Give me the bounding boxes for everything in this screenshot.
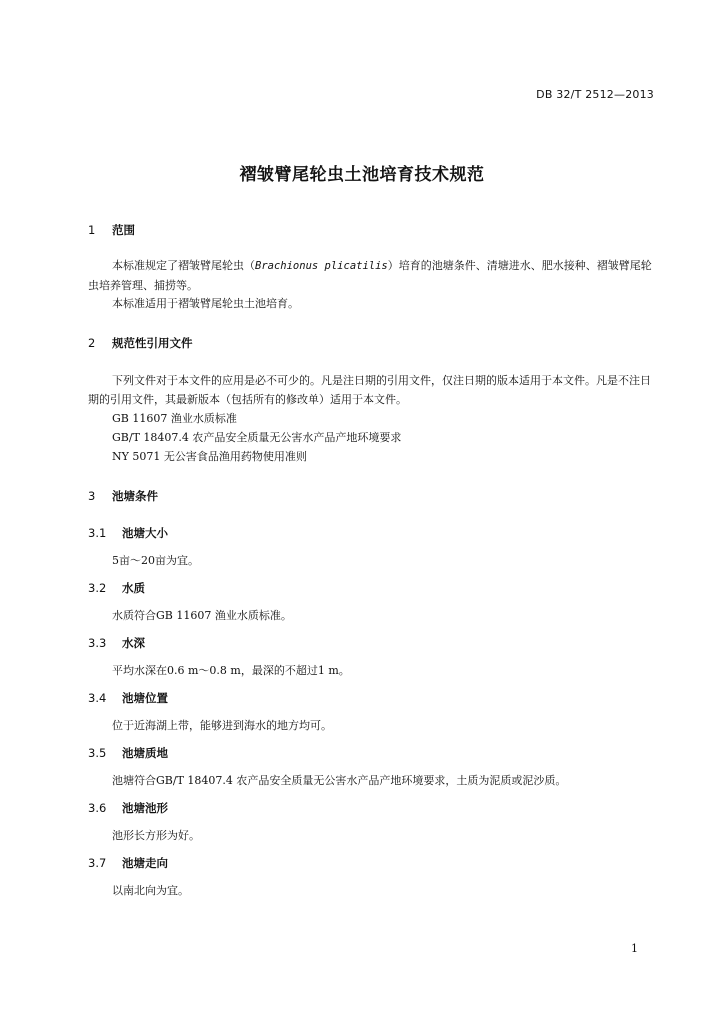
latin-species-name: Brachionus plicatilis — [255, 260, 388, 272]
section-number: 2 — [88, 336, 96, 350]
section-1-paragraph-1 — [88, 256, 660, 295]
reference-item: GB 11607 渔业水质标准 — [112, 412, 237, 425]
subsection-3-3-text: 平均水深在0.6 m～0.8 m，最深的不超过1 m。 — [112, 664, 350, 677]
subsection-3-7-heading — [88, 855, 168, 871]
section-2-heading — [88, 335, 193, 351]
subsection-3-3-heading — [88, 635, 145, 651]
doc-code: DB 32/T 2512—2013 — [536, 88, 654, 101]
section-title: 范围 — [112, 223, 136, 237]
subsection-number: 3.2 — [88, 581, 107, 595]
subsection-title: 池塘走向 — [122, 856, 169, 870]
subsection-3-2-text: 水质符合GB 11607 渔业水质标准。 — [112, 609, 292, 622]
subsection-3-6-text: 池形长方形为好。 — [112, 829, 200, 842]
subsection-3-5-heading — [88, 745, 168, 761]
subsection-3-1-text: 5亩～20亩为宜。 — [112, 554, 199, 567]
subsection-3-4-heading — [88, 690, 168, 706]
subsection-number: 3.7 — [88, 856, 107, 870]
subsection-title: 池塘质地 — [122, 746, 169, 760]
subsection-3-4-text: 位于近海湖上带，能够进到海水的地方均可。 — [112, 719, 332, 732]
subsection-title: 池塘位置 — [122, 691, 169, 705]
subsection-3-2-heading — [88, 580, 145, 596]
subsection-3-7-text: 以南北向为宜。 — [112, 884, 189, 897]
paragraph-text: 本标准规定了褶皱臂尾轮虫（ — [112, 259, 255, 272]
subsection-title: 水深 — [122, 636, 146, 650]
subsection-title: 水质 — [122, 581, 146, 595]
subsection-title: 池塘池形 — [122, 801, 169, 815]
subsection-number: 3.5 — [88, 746, 107, 760]
reference-item: NY 5071 无公害食品渔用药物使用准则 — [112, 450, 307, 463]
subsection-number: 3.6 — [88, 801, 107, 815]
subsection-title: 池塘大小 — [122, 526, 169, 540]
reference-item: GB/T 18407.4 农产品安全质量无公害水产品产地环境要求 — [112, 431, 402, 444]
section-3-heading — [88, 488, 158, 504]
section-title: 池塘条件 — [112, 489, 159, 503]
subsection-number: 3.4 — [88, 691, 107, 705]
paragraph-text: ）培育的池塘条件、清塘进水、肥水接种、褶皱臂尾轮虫培养管理、捕捞等。 — [88, 259, 652, 292]
document-title: 褶皱臂尾轮虫土池培育技术规范 — [239, 165, 485, 185]
subsection-3-1-heading — [88, 525, 168, 541]
subsection-3-6-heading — [88, 800, 168, 816]
section-title: 规范性引用文件 — [112, 336, 193, 350]
section-number: 1 — [88, 223, 96, 237]
subsection-number: 3.3 — [88, 636, 107, 650]
section-1-paragraph-2: 本标准适用于褶皱臂尾轮虫土池培育。 — [112, 297, 299, 310]
subsection-3-5-text: 池塘符合GB/T 18407.4 农产品安全质量无公害水产品产地环境要求，土质为泥质或泥沙质。 — [112, 774, 567, 787]
subsection-number: 3.1 — [88, 526, 107, 540]
section-2-intro: 下列文件对于本文件的应用是必不可少的。凡是注日期的引用文件，仅注日期的版本适用于本文件。凡是不注日期的引用文件，其最新版本（包括所有的修改单）适用于本文件。 — [88, 374, 651, 406]
section-1-heading — [88, 222, 135, 238]
section-number: 3 — [88, 489, 96, 503]
page-number: 1 — [631, 942, 638, 955]
